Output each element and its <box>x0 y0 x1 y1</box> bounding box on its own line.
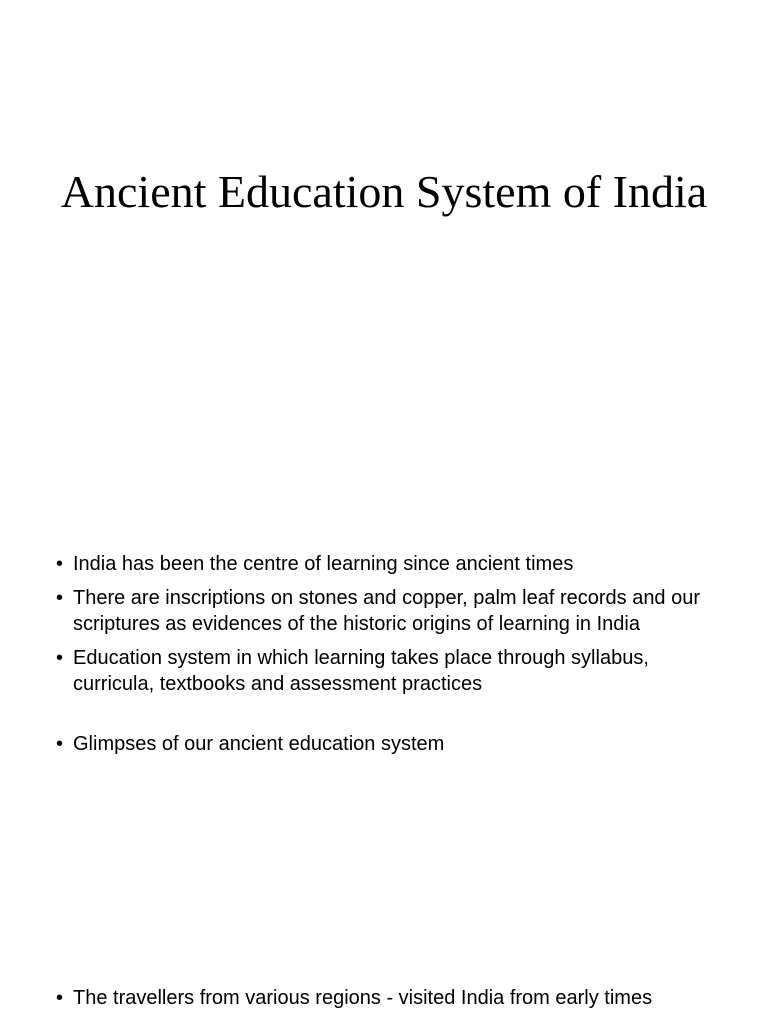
bullet-list <box>56 551 716 765</box>
bullet-item: • India has been the centre of learning since ancient times <box>56 551 716 577</box>
bullet-item: • The travellers from various regions - visited India from early times <box>56 985 716 1011</box>
bullet-item: • Education system in which learning takes place through syllabus, curricula, textbooks and assessment practices <box>56 645 716 697</box>
bullet-list-continued <box>56 985 716 1019</box>
slide-title: Ancient Education System of India <box>60 166 708 217</box>
bullet-item: • Glimpses of our ancient education system <box>56 731 716 757</box>
bullet-item: • There are inscriptions on stones and copper, palm leaf records and our scriptures as evidences of the historic origins of learning in India <box>56 585 716 637</box>
